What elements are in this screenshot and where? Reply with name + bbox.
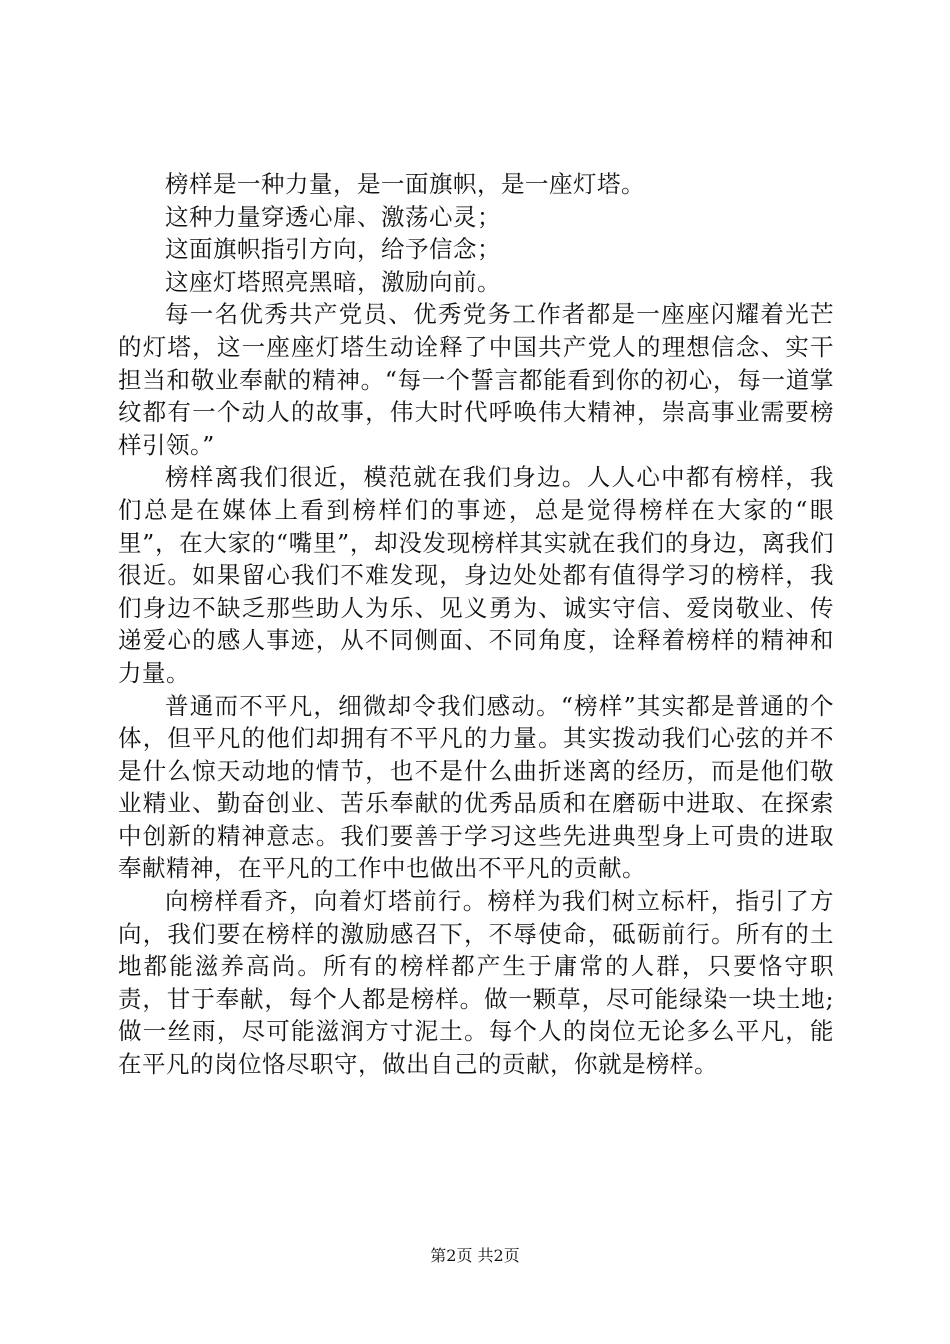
paragraph: 榜样是一种力量，是一面旗帜，是一座灯塔。 xyxy=(165,170,645,198)
paragraph: 这座灯塔照亮黑暗，激励向前。 xyxy=(165,267,501,296)
paragraph: 向榜样看齐，向着灯塔前行。榜样为我们树立标杆，指引了方向，我们要在榜样的激励感召下，不辱使命，砥砺前行。所有的土地都能滋养高尚。所有的榜样都产生于庸常的人群，只要恪守职责，甘于奉献，每个人都是榜样。做一颗草，尽可能绿染一块土地;做一丝雨，尽可能滋润方寸泥土。每个人的岗位无论多么平凡，能在平凡的岗位恪尽职守，做出自己的贡献，你就是榜样。 xyxy=(118,887,834,1079)
paragraph: 榜样离我们很近，模范就在我们身边。人人心中都有榜样，我们总是在媒体上看到榜样们的事迹，总是觉得榜样在大家的“眼里”，在大家的“嘴里”，却没发现榜样其实就在我们的身边，离我们很近。如果留心我们不难发现，身边处处都有值得学习的榜样，我们身边不缺乏那些助人为乐、见义勇为、诚实守信、爱岗敬业、传递爱心的感人事迹，从不同侧面、不同角度，诠释着榜样的精神和力量。 xyxy=(118,463,834,687)
paragraph: 这种力量穿透心扉、激荡心灵； xyxy=(165,202,501,231)
paragraph: 这面旗帜指引方向，给予信念； xyxy=(165,235,501,264)
document-body xyxy=(118,168,834,1081)
page-footer xyxy=(0,1246,950,1266)
paragraph: 每一名优秀共产党员、优秀党务工作者都是一座座闪耀着光芒的灯塔，这一座座灯塔生动诠释了中国共产党人的理想信念、实干担当和敬业奉献的精神。“每一个誓言都能看到你的初心，每一道掌纹都有一个动人的故事，伟大时代呼唤伟大精神，崇高事业需要榜样引领。” xyxy=(118,300,834,459)
paragraph: 普通而不平凡，细微却令我们感动。“榜样”其实都是普通的个体，但平凡的他们却拥有不平凡的力量。其实拨动我们心弦的并不是什么惊天动地的情节，也不是什么曲折迷离的经历，而是他们敬业精业、勤奋创业、苦乐奉献的优秀品质和在磨砺中进取、在探索中创新的精神意志。我们要善于学习这些先进典型身上可贵的进取奉献精神，在平凡的工作中也做出不平凡的贡献。 xyxy=(118,691,834,883)
page-number-label: 第2页 共2页 xyxy=(430,1246,520,1265)
